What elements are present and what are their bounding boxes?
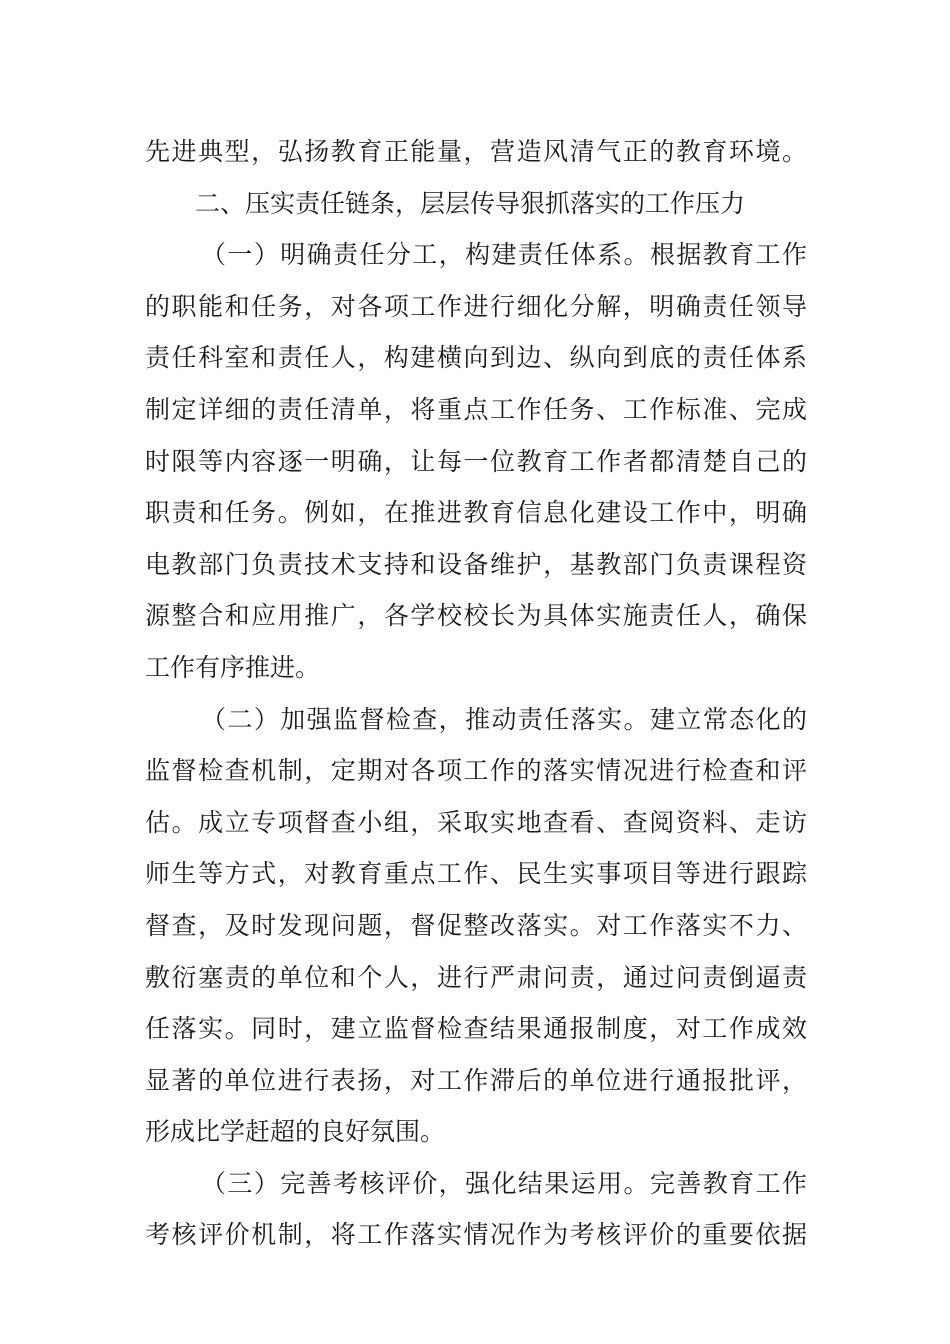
paragraph-line: 职责和任务。例如，在推进教育信息化建设工作中，明确 xyxy=(145,498,807,528)
paragraph-line: 考核评价机制，将工作落实情况作为考核评价的重要依据 xyxy=(145,1220,807,1250)
paragraph-line: 工作有序推进。 xyxy=(145,652,321,682)
paragraph-line: （二）加强监督检查，推动责任落实。建立常态化的 xyxy=(201,704,807,734)
paragraph-line: 显著的单位进行表扬，对工作滞后的单位进行通报批评， xyxy=(145,1065,807,1095)
paragraph-line: 敷衍塞责的单位和个人，进行严肃问责，通过问责倒逼责 xyxy=(145,962,807,992)
document-body xyxy=(145,126,807,1261)
paragraph-line: 制定详细的责任清单，将重点工作任务、工作标准、完成 xyxy=(145,394,807,424)
paragraph-line: 估。成立专项督查小组，采取实地查看、查阅资料、走访 xyxy=(145,807,807,837)
paragraph-line: 先进典型，弘扬教育正能量，营造风清气正的教育环境。 xyxy=(145,137,807,166)
paragraph-line: 电教部门负责技术支持和设备维护，基教部门负责课程资 xyxy=(145,549,807,579)
paragraph-line: （一）明确责任分工，构建责任体系。根据教育工作 xyxy=(201,240,807,270)
paragraph-line: 督查，及时发现问题，督促整改落实。对工作落实不力、 xyxy=(145,910,807,940)
paragraph-line: 任落实。同时，建立监督检查结果通报制度，对工作成效 xyxy=(145,1014,807,1044)
paragraph-line: 时限等内容逐一明确，让每一位教育工作者都清楚自己的 xyxy=(145,446,807,476)
paragraph-line: （三）完善考核评价，强化结果运用。完善教育工作 xyxy=(201,1168,807,1198)
section-heading: 二、压实责任链条，层层传导狠抓落实的工作压力 xyxy=(195,188,746,218)
paragraph-line: 源整合和应用推广，各学校校长为具体实施责任人，确保 xyxy=(145,601,807,631)
paragraph-line: 形成比学赶超的良好氛围。 xyxy=(145,1117,446,1147)
paragraph-line: 责任科室和责任人，构建横向到边、纵向到底的责任体系 xyxy=(145,343,807,373)
paragraph-line: 的职能和任务，对各项工作进行细化分解，明确责任领导 xyxy=(145,291,807,321)
paragraph-line: 师生等方式，对教育重点工作、民生实事项目等进行跟踪 xyxy=(145,859,807,889)
paragraph-line: 监督检查机制，定期对各项工作的落实情况进行检查和评 xyxy=(145,756,807,786)
